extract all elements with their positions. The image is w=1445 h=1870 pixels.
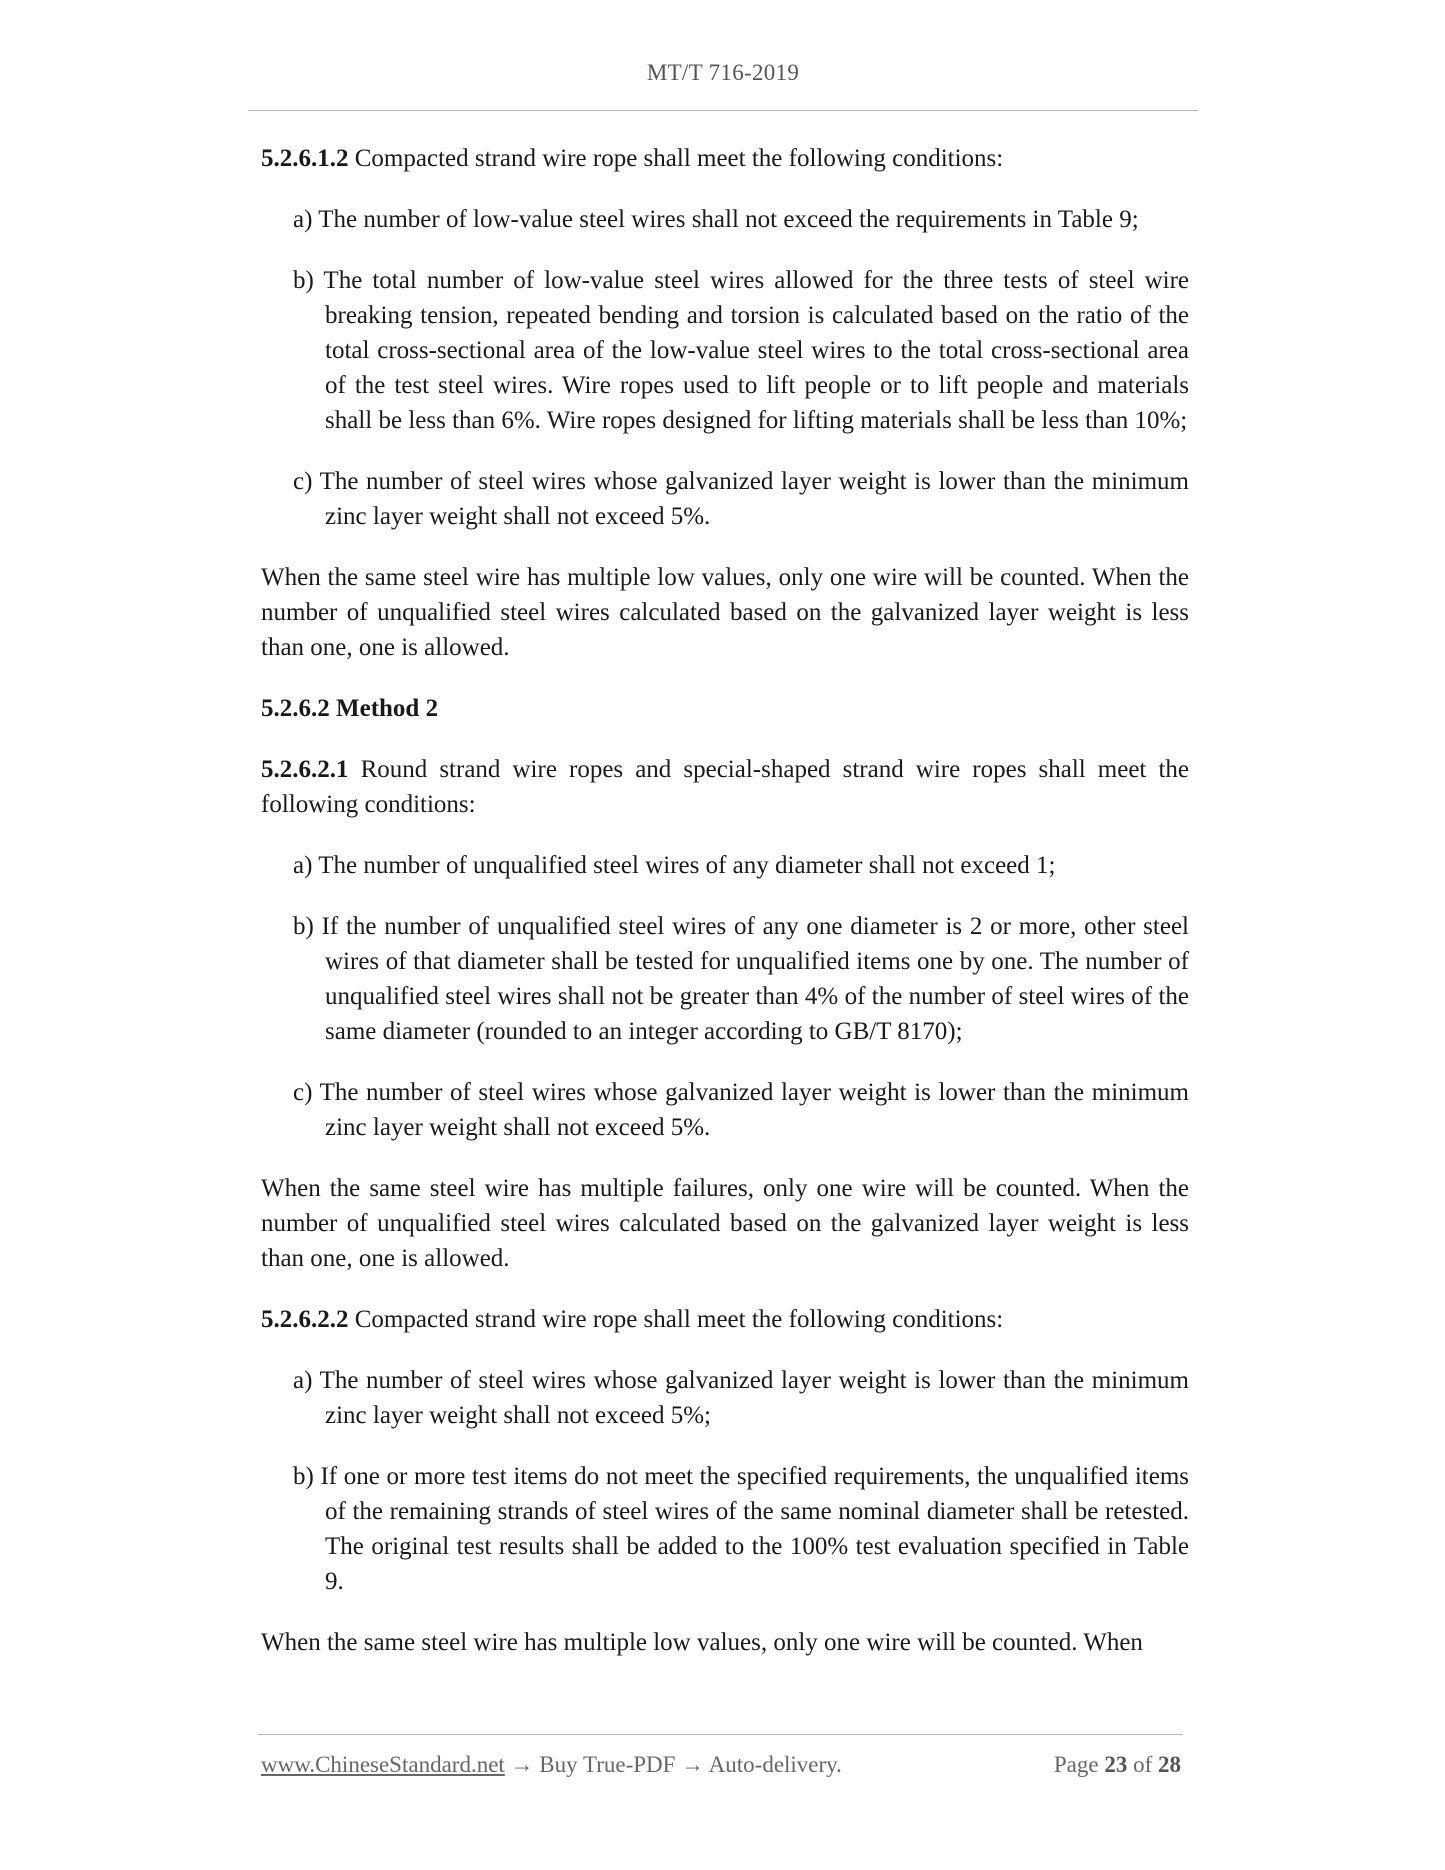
page-label: Page	[1053, 1752, 1105, 1777]
clause-note: When the same steel wire has multiple failures, only one wire will be counted. When the number of unqualified steel wires calculated based on the galvanized layer weight is less than one, one is allowed.	[261, 1175, 1189, 1272]
clause-5-2-6-1-2	[261, 141, 1189, 176]
list-item: a) The number of low-value steel wires shall not exceed the requirements in Table 9;	[293, 206, 1139, 233]
footer-promo	[261, 1752, 842, 1778]
clause-5-2-6-2-2	[261, 1302, 1189, 1337]
clause-5-2-6-2-1	[261, 752, 1189, 822]
section-heading-method-2: 5.2.6.2 Method 2	[261, 695, 439, 722]
clause-number: 5.2.6.2.1	[261, 756, 349, 783]
list-item: a) The number of unqualified steel wires of any diameter shall not exceed 1;	[293, 852, 1056, 879]
page-of-label: of	[1127, 1752, 1158, 1777]
clause-text: Round strand wire ropes and special-shaped strand wire ropes shall meet the following conditions:	[261, 756, 1189, 818]
list-item: c) The number of steel wires whose galvanized layer weight is lower than the minimum zinc layer weight shall not exceed 5%.	[293, 468, 1189, 530]
document-body	[261, 141, 1189, 1686]
clause-number: 5.2.6.2.2	[261, 1306, 349, 1333]
page-total: 28	[1158, 1752, 1181, 1777]
list-item: b) If one or more test items do not meet the specified requirements, the unqualified items of the remaining strands of steel wires of the same nominal diameter shall be retested. The original test results shall be added to the 100% test evaluation specified in Table 9.	[293, 1463, 1189, 1595]
header-divider	[248, 110, 1198, 111]
list-item: a) The number of steel wires whose galvanized layer weight is lower than the minimum zinc layer weight shall not exceed 5%;	[293, 1367, 1189, 1429]
list-item: c) The number of steel wires whose galvanized layer weight is lower than the minimum zinc layer weight shall not exceed 5%.	[293, 1079, 1189, 1141]
page-indicator	[1054, 1752, 1181, 1778]
footer-divider	[258, 1734, 1183, 1735]
website-link[interactable]: www.ChineseStandard.net	[261, 1752, 505, 1777]
clause-text: Compacted strand wire rope shall meet the following conditions:	[348, 1306, 1004, 1333]
list-item: b) If the number of unqualified steel wires of any one diameter is 2 or more, other steel wires of that diameter shall be tested for unqualified items one by one. The number of unqualified steel wires shall not be greater than 4% of the number of steel wires of the same diameter (rounded to an integer according to GB/T 8170);	[293, 913, 1189, 1045]
document-header: MT/T 716-2019	[646, 60, 800, 85]
footer-promo-text: → Buy True-PDF → Auto-delivery.	[504, 1752, 842, 1777]
list-item: b) The total number of low-value steel wires allowed for the three tests of steel wire breaking tension, repeated bending and torsion is calculated based on the ratio of the total cross-sectional area of the low-value steel wires to the total cross-sectional area of the test steel wires. Wire ropes used to lift people or to lift people and materials shall be less than 6%. Wire ropes designed for lifting materials shall be less than 10%;	[293, 267, 1189, 434]
clause-note: When the same steel wire has multiple low values, only one wire will be counted. When	[261, 1629, 1143, 1656]
page-current: 23	[1104, 1752, 1128, 1777]
clause-text: Compacted strand wire rope shall meet the following conditions:	[348, 145, 1004, 172]
clause-number: 5.2.6.1.2	[261, 145, 349, 172]
clause-note: When the same steel wire has multiple low values, only one wire will be counted. When the number of unqualified steel wires calculated based on the galvanized layer weight is less than one, one is allowed.	[261, 564, 1189, 661]
